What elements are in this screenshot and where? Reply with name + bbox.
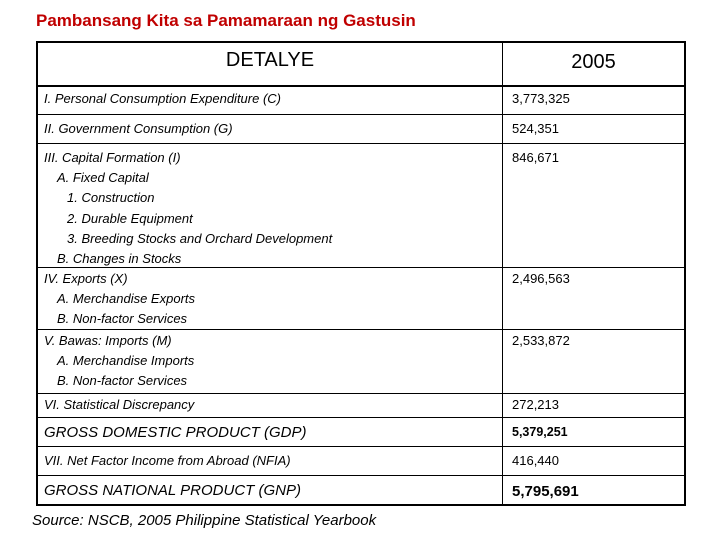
row-value: 272,213 (512, 397, 559, 412)
data-table (36, 41, 686, 506)
row-sublabel: B. Changes in Stocks (57, 251, 182, 267)
row-label: I. Personal Consumption Expenditure (C) (44, 91, 282, 106)
header-year: 2005 (502, 43, 684, 85)
table-row (38, 447, 684, 476)
row-value: 5,795,691 (512, 483, 579, 500)
row-sublabel: 1. Construction (67, 190, 155, 206)
table-row (38, 476, 684, 504)
table-row (38, 85, 684, 115)
row-label: VI. Statistical Discrepancy (44, 397, 195, 412)
row-label: V. Bawas: Imports (M) (44, 333, 172, 348)
row-value: 5,379,251 (512, 425, 568, 439)
row-sublabel: A. Merchandise Exports (57, 291, 196, 307)
row-value: 416,440 (512, 453, 559, 468)
table-row (38, 268, 684, 330)
row-label: IV. Exports (X) (44, 271, 128, 286)
row-value: 524,351 (512, 121, 559, 136)
table-row (38, 330, 684, 394)
row-sublabel: 2. Durable Equipment (67, 210, 193, 226)
table-header (38, 43, 684, 87)
row-sublabel: B. Non-factor Services (57, 373, 188, 389)
row-label: VII. Net Factor Income from Abroad (NFIA) (44, 453, 291, 468)
row-label: III. Capital Formation (I) (44, 150, 181, 165)
row-label: II. Government Consumption (G) (44, 121, 233, 136)
row-value: 2,533,872 (512, 333, 570, 348)
table-row (38, 394, 684, 418)
row-sublabel: A. Merchandise Imports (57, 353, 195, 369)
row-sublabel: A. Fixed Capital (57, 170, 149, 186)
row-value: 846,671 (512, 150, 559, 165)
header-detalye: DETALYE (225, 49, 315, 71)
row-label: GROSS NATIONAL PRODUCT (GNP) (44, 482, 301, 499)
table-row (38, 144, 684, 268)
table-row (38, 115, 684, 144)
row-label: GROSS DOMESTIC PRODUCT (GDP) (44, 424, 307, 441)
source-note: Source: NSCB, 2005 Philippine Statistical Yearbook (32, 512, 377, 529)
row-value: 2,496,563 (512, 271, 570, 286)
table-row (38, 418, 684, 447)
row-sublabel: B. Non-factor Services (57, 311, 188, 327)
page-title: Pambansang Kita sa Pamamaraan ng Gastusin (36, 11, 416, 30)
row-value: 3,773,325 (512, 91, 570, 106)
row-sublabel: 3. Breeding Stocks and Orchard Development (67, 230, 333, 246)
